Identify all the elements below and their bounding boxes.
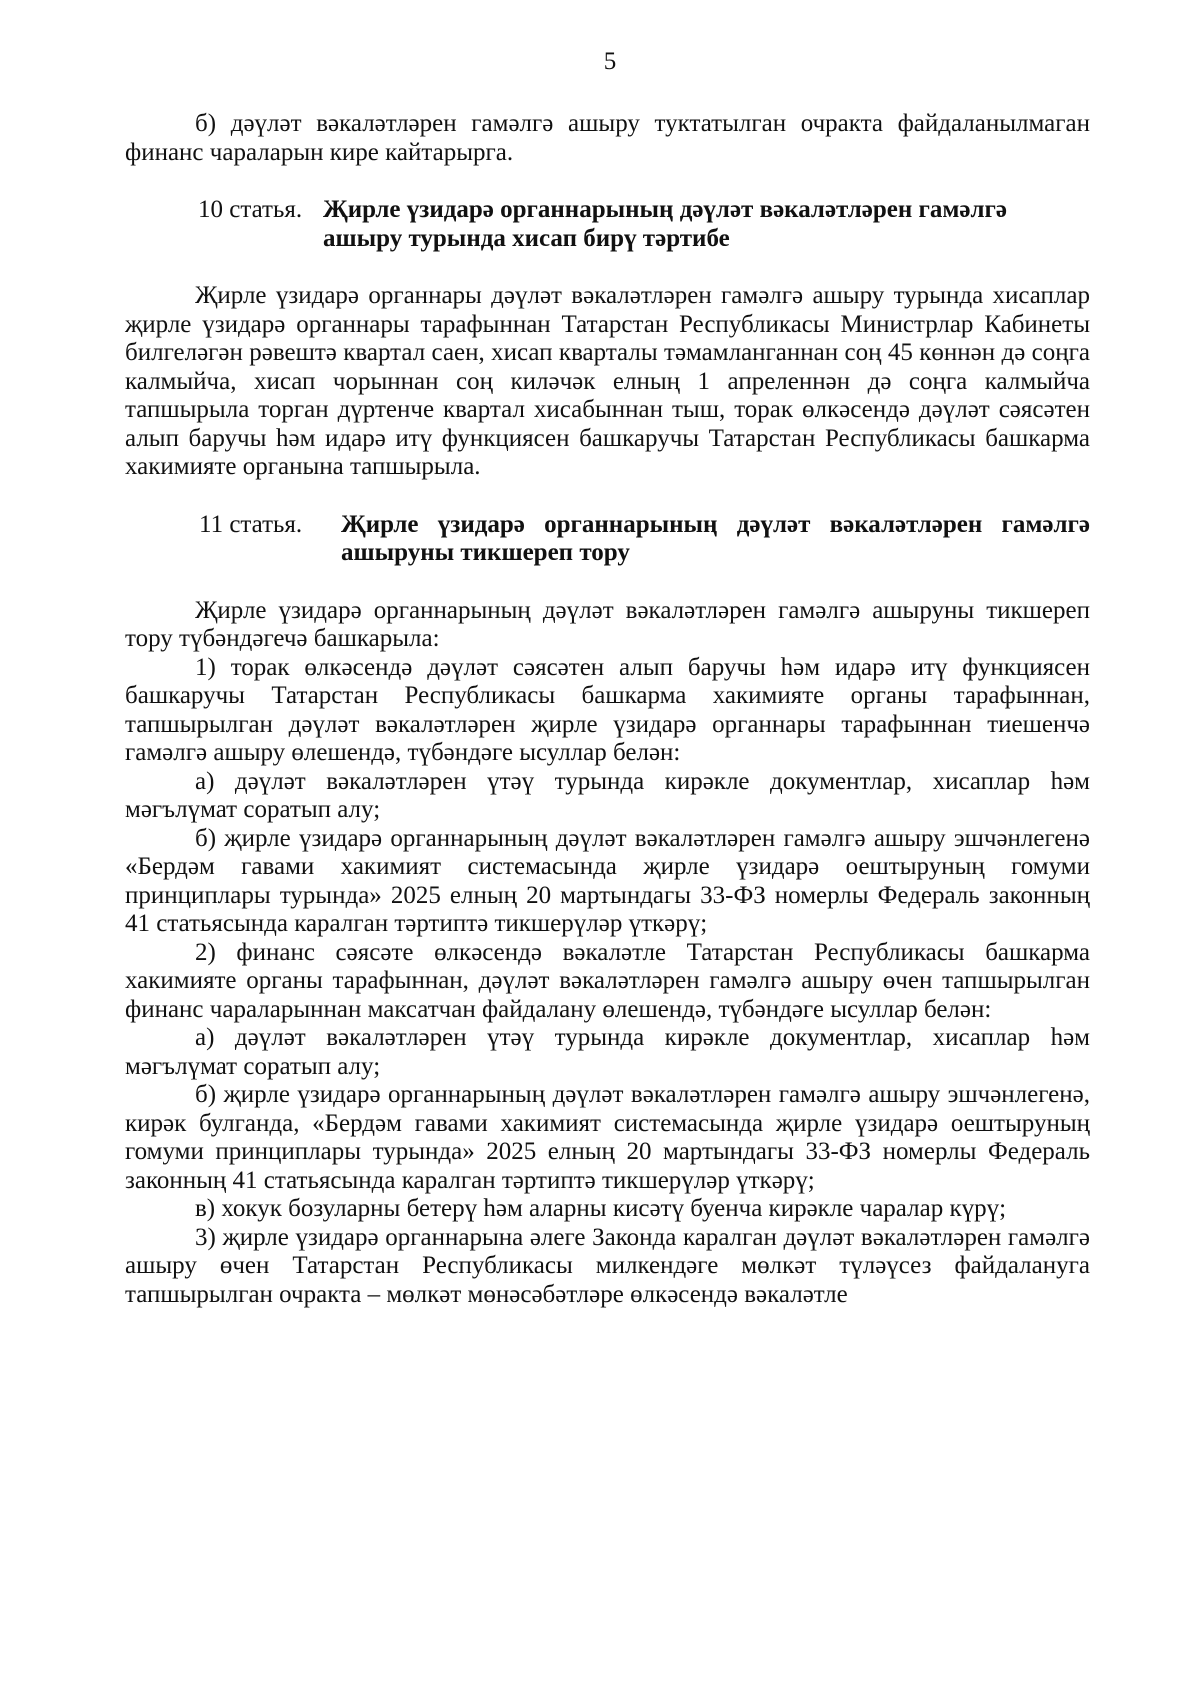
intro-paragraph: б) дәүләт вәкаләтләрен гамәлгә ашыру туктатылган очракта файдаланылмаган финанс чараларын кире кайтарырга. (125, 110, 1090, 166)
article-11-label: 11 статья. (199, 510, 303, 538)
article-11-paragraph: в) хокук бозуларны бетерү һәм аларны кисәтү буенча кирәкле чаралар күрү; (195, 1195, 1007, 1222)
article-11-paragraph: а) дәүләт вәкаләтләрен үтәү турында кирәкле документлар, хисаплар һәм мәгълүмат соратып алу; (125, 1024, 1090, 1080)
page-number: 5 (603, 48, 617, 75)
article-11-paragraph: а) дәүләт вәкаләтләрен үтәү турында кирәкле документлар, хисаплар һәм мәгълүмат соратып алу; (125, 767, 1090, 823)
article-11-paragraph: 3) җирле үзидарә органнарына әлеге Законда каралган дәүләт вәкаләтләрен гамәлгә ашыру өчен Татарстан Республикасы милкендәге мөлкәт түләүсез файдалануга тапшырылган очракта – мөлкәт мөнәсәбәтләре өлкәсендә вәкаләтле (125, 1223, 1090, 1308)
article-10-title: Җирле үзидарә органнарының дәүләт вәкаләтләрен гамәлгә ашыру турында хисап бирү тәртибе (323, 196, 1007, 252)
article-10-body: Җирле үзидарә органнары дәүләт вәкаләтләрен гамәлгә ашыру турында хисаплар җирле үзидарә органнары тарафыннан Татарстан Республикасы Министрлар Кабинеты билгеләгән рәвештә квартал саен, хисап кварталы тәмамланганнан соң 45 көннән дә соңга калмыйча, хисап чорыннан соң киләчәк елның 1 апреленнән дә соңга калмыйча тапшырыла торган дүртенче квартал хисабыннан тыш, торак өлкәсендә дәүләт сәясәтен алып баручы һәм идарә итү функциясен башкаручы Татарстан Республикасы башкарма хакимияте органына тапшырыла. (125, 282, 1090, 480)
article-11-paragraph: 2) финанс сәясәте өлкәсендә вәкаләтле Татарстан Республикасы башкарма хакимияте органы тарафыннан, дәүләт вәкаләтләрен гамәлгә ашыру өчен тапшырылган финанс чараларыннан максатчан файдалану өлешендә, түбәндәге ысуллар белән: (125, 938, 1090, 1023)
article-11-heading (125, 511, 1090, 568)
article-11-paragraph: Җирле үзидарә органнарының дәүләт вәкаләтләрен гамәлгә ашыруны тикшереп тору түбәндәгечә башкарыла: (125, 596, 1090, 652)
article-11-paragraph: 1) торак өлкәсендә дәүләт сәясәтен алып баручы һәм идарә итү функциясен башкаручы Татарстан Республикасы башкарма хакимияте органы тарафыннан, тапшырылган дәүләт вәкаләтләрен җирле үзидарә органнары тарафыннан тиешенчә гамәлгә ашыру өлешендә, түбәндәге ысуллар белән: (125, 653, 1090, 766)
document-page (125, 0, 1090, 1309)
article-10-label: 10 статья. (198, 196, 303, 223)
article-11-paragraph: б) җирле үзидарә органнарының дәүләт вәкаләтләрен гамәлгә ашыру эшчәнлегенә «Бердәм гавами хакимият системасында җирле үзидарә оештыруның гомуми принциплары турында» 2025 елның 20 мартындагы 33-ФЗ номерлы Федераль законның 41 статьясында каралган тәртиптә тикшерүләр үткәрү; (125, 824, 1090, 937)
article-11-paragraph: б) җирле үзидарә органнарының дәүләт вәкаләтләрен гамәлгә ашыру эшчәнлегенә, кирәк булганда, «Бердәм гавами хакимият системасында җирле үзидарә оештыруның гомуми принциплары турында» 2025 елның 20 мартындагы 33-ФЗ номерлы Федераль законның 41 статьясында каралган тәртиптә тикшерүләр үткәрү; (125, 1081, 1090, 1194)
article-10-heading (125, 196, 1090, 253)
article-11-title: Җирле үзидарә органнарының дәүләт вәкаләтләрен гамәлгә ашыруны тикшереп тору (341, 510, 1090, 566)
